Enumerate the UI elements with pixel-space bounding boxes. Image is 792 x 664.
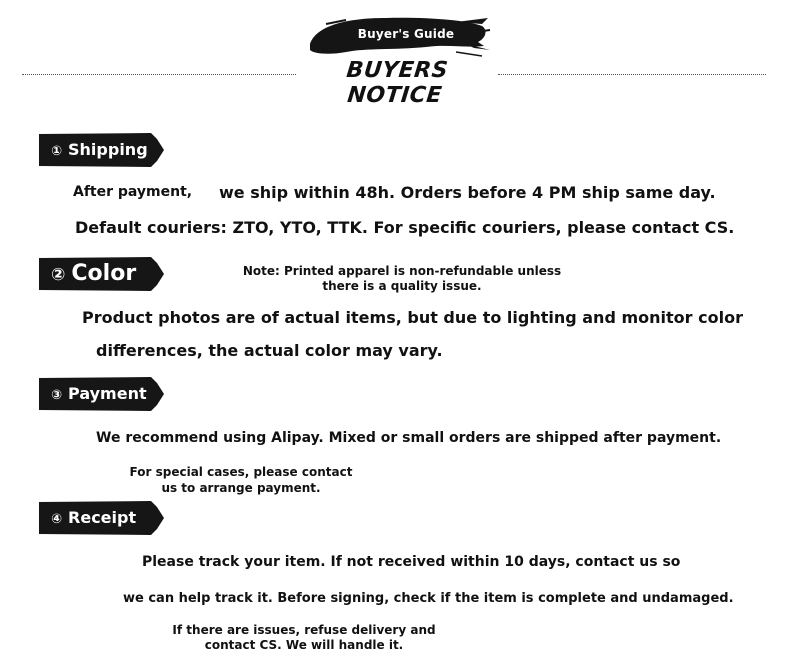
shipping-text-2: Default couriers: ZTO, YTO, TTK. For specific couriers, please contact CS.	[75, 218, 735, 237]
buyers-guide-badge: Buyer's Guide	[357, 27, 455, 41]
receipt-text-2: we can help track it. Before signing, check if the item is complete and undamaged.	[123, 591, 734, 606]
color-text-1: Product photos are of actual items, but due to lighting and monitor color	[82, 308, 743, 327]
section-tag-payment	[39, 377, 165, 411]
shipping-text-1a: After payment,	[73, 184, 193, 200]
payment-text-1: We recommend using Alipay. Mixed or small orders are shipped after payment.	[96, 430, 722, 446]
payment-text-2: For special cases, please contact	[129, 465, 353, 479]
receipt-text-3: If there are issues, refuse delivery and	[172, 623, 436, 637]
receipt-text-4: contact CS. We will handle it.	[204, 638, 404, 652]
shipping-text-1b: we ship within 48h. Orders before 4 PM ship same day.	[219, 183, 716, 202]
section-number: ①	[51, 144, 63, 159]
receipt-text-1: Please track your item. If not received within 10 days, contact us so	[142, 554, 681, 570]
section-title-receipt: Receipt	[68, 508, 137, 527]
section-number: ②	[51, 265, 66, 285]
section-title-color: Color	[71, 261, 137, 286]
color-text-2: differences, the actual color may vary.	[96, 341, 443, 360]
header-divider-right	[498, 74, 766, 75]
section-tag-color	[39, 257, 165, 291]
section-title-payment: Payment	[68, 384, 147, 403]
payment-text-3: us to arrange payment.	[161, 481, 321, 495]
section-tag-receipt	[39, 501, 165, 535]
color-note-1: Note: Printed apparel is non-refundable unless	[242, 264, 562, 278]
section-number: ④	[51, 512, 63, 527]
section-tag-shipping	[39, 133, 165, 167]
page-title: BUYERS NOTICE	[345, 58, 450, 108]
header-divider-left	[22, 74, 296, 75]
section-number: ③	[51, 388, 63, 403]
color-note-2: there is a quality issue.	[322, 279, 482, 293]
section-title-shipping: Shipping	[68, 140, 148, 159]
